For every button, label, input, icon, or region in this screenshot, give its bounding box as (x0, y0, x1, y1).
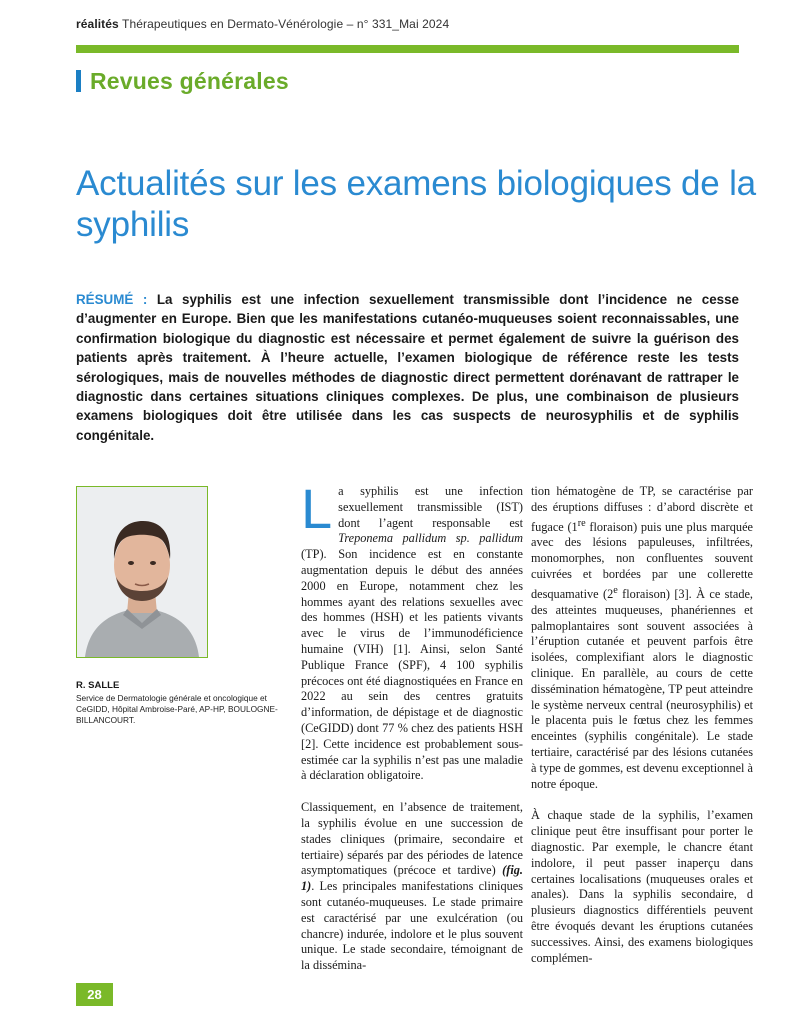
journal-brand: réalités (76, 17, 119, 31)
body-paragraph: À chaque stade de la syphilis, l’examen clinique peut être insuffisant pour porter le diagnostic. Par exemple, le chancre étant indolore, il peut passer inaperçu dans certaines localisations (muqueuses orales et anales). Dans la syphilis secondaire, d plusieurs diagnostics différentiels peuvent être évoqués devant les éruptions cutanées successives. Ainsi, des examens biologiques complémen- (531, 808, 753, 965)
author-name: R. SALLE (76, 680, 120, 691)
abstract-label: RÉSUMÉ : (76, 292, 148, 307)
superscript: re (577, 517, 586, 529)
abstract-text: La syphilis est une infection sexuellement transmissible dont l’incidence ne cesse d’augmenter en Europe. Bien que les manifestations cutanéo-muqueuses soient reconnaissables, une confirmation biologique du diagnostic est nécessaire et permet également de suivre la guérison des patients après traitement. À l’heure actuelle, l’examen biologique de référence reste les tests sérologiques, mais de nouvelles méthodes de diagnostic direct permettent dorénavant de rattraper le diagnostic dans certaines situations cliniques complexes. De plus, une combinaison de plusieurs examens biologiques doit être utilisée dans les cas suspects de neurosyphilis et de syphilis congénitale. (76, 292, 739, 443)
body-paragraph (531, 484, 753, 792)
body-text: floraison) puis une plus marquée avec des lésions papuleuses, infiltrées, monomorphes, non confluentes souvent cuivrées et bordées par une collerette desquamative (2 (531, 519, 753, 601)
body-text: . Les principales manifestations cliniques sont cutanéo-muqueuses. Le stade primaire est caractérisé par une exulcération (ou chancre) indurée, indolore et le plus souvent unique. Le stade secondaire, témoignant de la dissémina- (301, 879, 523, 973)
abstract (76, 290, 739, 445)
header-rule (76, 45, 739, 53)
portrait-image (77, 487, 207, 657)
body-text: Classiquement, en l’absence de traitement, la syphilis évolue en une succession de stades cliniques (primaire, secondaire et tertiaire) séparés par des périodes de latence asymptomatiques (précoce et tardive) (301, 800, 523, 878)
body-paragraph (301, 477, 523, 784)
figure-reference: (fig. 1) (301, 863, 523, 894)
author-affiliation: Service de Dermatologie générale et oncologique et CeGIDD, Hôpital Ambroise-Paré, AP-HP, BOULOGNE-BILLANCOURT. (76, 693, 278, 725)
running-header (76, 17, 449, 31)
author-photo (76, 486, 208, 658)
page-number: 28 (76, 983, 113, 1006)
body-text: (TP). Son incidence est en constante augmentation depuis le début des années 2000 en Europe, notamment chez les hommes ayant des relations sexuelles avec des hommes (HSH) et les patients vivants avec le virus de l’immunodéficience humaine (VIH) [1]. Ainsi, selon Santé Publique France (SPF), 4 100 syphilis précoces ont été diagnostiquées en France en 2022 au sein des centres gratuits d’information, de dépistage et de diagnostic (CeGIDD) dont 77 % chez des patients HSH [2]. Cette incidence est probablement sous-estimée car la syphilis n’est pas une maladie à déclaration obligatoire. (301, 547, 523, 783)
body-column-1 (301, 477, 523, 990)
drop-cap: L (301, 477, 333, 540)
superscript: e (613, 584, 618, 596)
body-text: a syphilis est une infection sexuellement transmissible (IST) dont l’agent responsable est (338, 484, 523, 530)
body-paragraph (301, 800, 523, 974)
section-heading (76, 66, 289, 96)
species-name: Treponema pallidum sp. pallidum (338, 531, 523, 546)
author-block (76, 680, 281, 726)
body-column-2 (531, 484, 753, 982)
section-label: Revues générales (90, 67, 289, 94)
article-title: Actualités sur les examens biologiques de la syphilis (76, 164, 756, 245)
section-marker (76, 70, 81, 92)
body-text: floraison) [3]. À ce stade, des atteintes muqueuses, phanériennes et palmoplantaires sont souvent associées à l’éruption cutanée et peuvent parfois être isolées, complexifiant alors le diagnostic clinique. En parallèle, au cours de cette dissémination hématogène, TP peut atteindre le système nerveux central (neurosyphilis) et le placenta puis le fœtus chez les femmes enceintes (syphilis congénitale). Le stade tertiaire, caractérisé par des lésions cutanées à type de gommes, est devenu exceptionnel à notre époque. (531, 586, 753, 791)
body-text: tion hématogène de TP, se caractérise par des éruptions diffuses : d’abord discrète et fugace (1 (531, 484, 753, 534)
journal-issue: Thérapeutiques en Dermato-Vénérologie – n° 331_Mai 2024 (118, 17, 450, 31)
